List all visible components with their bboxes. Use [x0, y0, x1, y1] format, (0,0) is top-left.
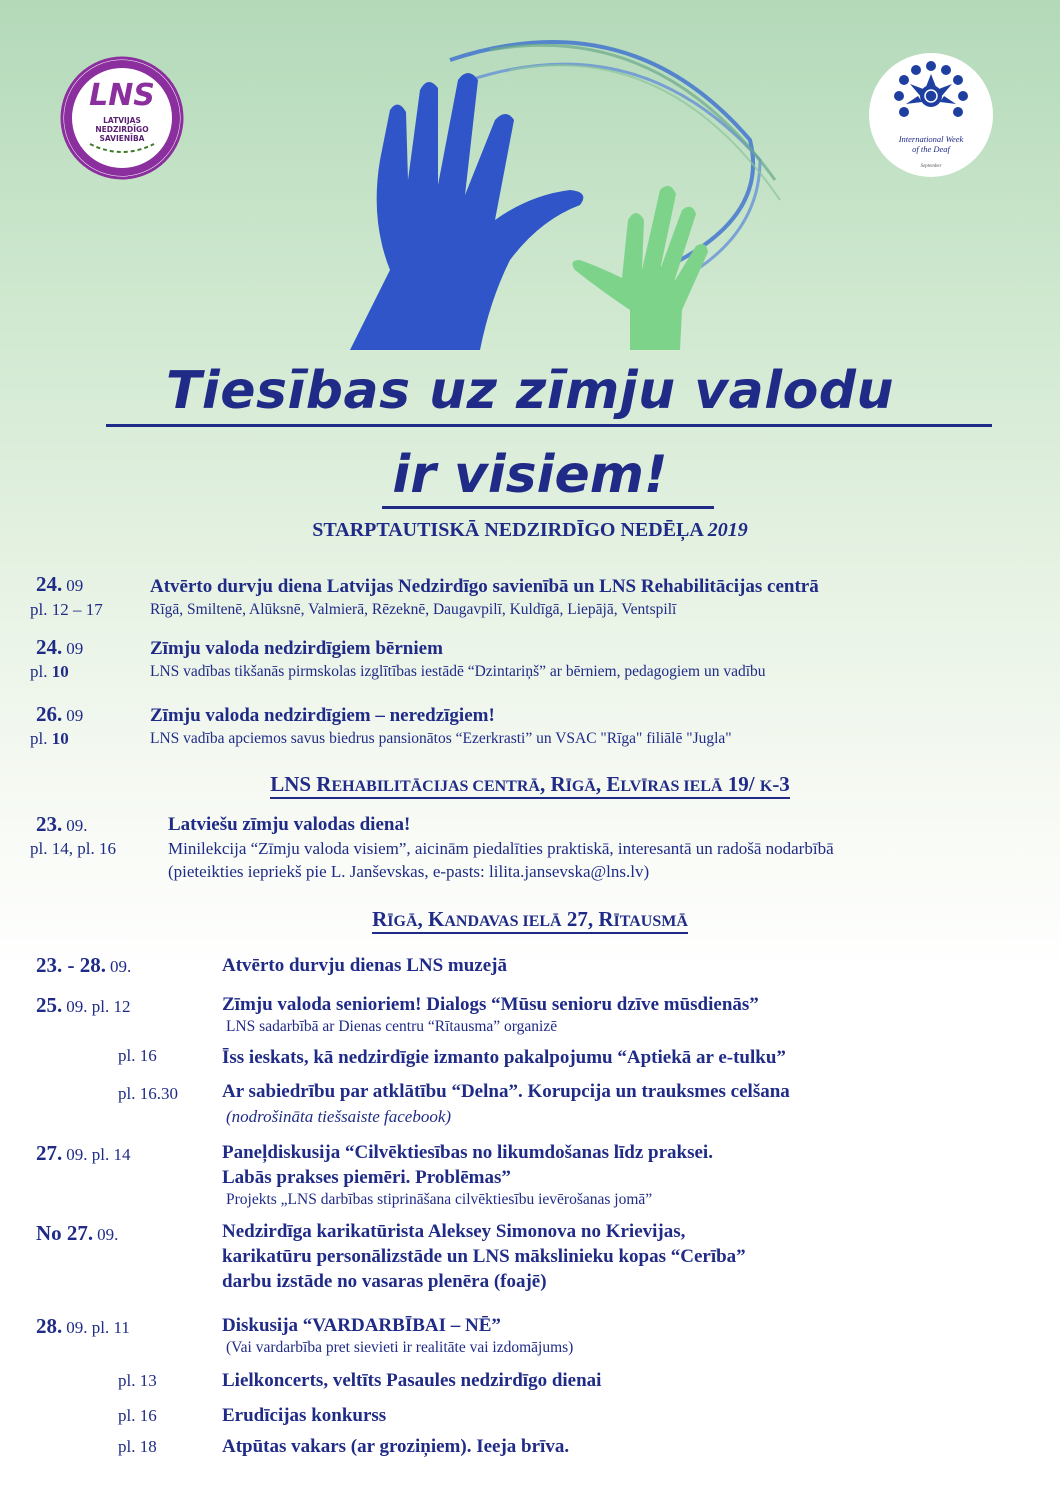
event-day: 25.	[36, 993, 63, 1017]
event-date	[36, 1141, 130, 1166]
event-time	[30, 729, 69, 749]
section-heading-text	[270, 774, 790, 799]
lns-name-line1: LATVIJAS	[103, 116, 141, 125]
heading-part: , K	[417, 907, 445, 931]
event-heading: Diskusija “VARDARBĪBAI – NĒ”	[222, 1315, 501, 1336]
subtitle-year: 2019	[707, 519, 748, 541]
heading-part: , E	[595, 772, 621, 796]
heading-part: R	[372, 907, 388, 931]
event-time: pl. 12 – 17	[30, 600, 103, 619]
event-heading: Erudīcijas konkurss	[222, 1405, 387, 1426]
event-month: 09. pl. 12	[66, 997, 131, 1016]
lns-name	[60, 116, 184, 143]
event-day: 26.	[36, 702, 63, 726]
event-heading-continued: Labās prakses piemēri. Problēmas”	[222, 1167, 511, 1188]
event-month: 09.	[66, 816, 88, 835]
event-day: No 27.	[36, 1221, 94, 1245]
iwd-logo-graphic	[868, 52, 994, 178]
event-date	[36, 702, 83, 727]
event-detail: Projekts „LNS darbības stiprināšana cilvēktiesību ievērošanas jomā”	[226, 1191, 653, 1208]
event-month: 09. pl. 11	[66, 1318, 130, 1337]
event-time: pl. 16	[118, 1046, 157, 1065]
event-time: pl. 16	[118, 1406, 157, 1425]
event-day: 24.	[36, 635, 63, 659]
subtitle-text: STARPTAUTISKĀ NEDZIRDĪGO NEDĒĻA	[312, 519, 708, 541]
event-heading: Paneļdiskusija “Cilvēktiesības no likumdošanas līdz praksei.	[222, 1142, 713, 1163]
lns-logo	[60, 56, 184, 180]
event-heading: Ar sabiedrību par atklātību “Delna”. Korupcija un trauksmes celšana	[222, 1081, 790, 1102]
event-time-hour: 10	[51, 662, 69, 681]
event-month: 09	[66, 576, 84, 595]
heading-part: ANDAVAS IELĀ	[444, 913, 562, 930]
event-heading: Atvērto durvju dienas LNS muzejā	[222, 955, 507, 976]
heading-part: , R	[539, 772, 566, 796]
event-date	[36, 993, 130, 1018]
heading-part: 19/	[722, 772, 760, 796]
heading-part: -3	[772, 772, 790, 796]
lns-name-line2: NEDZIRDĪGO	[95, 125, 149, 134]
event-time: pl. 13	[118, 1371, 157, 1390]
event-date	[36, 953, 131, 978]
event-detail: (pieteikties iepriekš pie L. Janševskas, e-pasts: lilita.jansevska@lns.lv)	[168, 862, 650, 881]
event-detail: LNS sadarbībā ar Dienas centru “Rītausma” organizē	[226, 1018, 558, 1035]
event-heading: Īss ieskats, kā nedzirdīgie izmanto pakalpojumu “Aptiekā ar e-tulku”	[222, 1047, 786, 1068]
event-detail: LNS vadības tikšanās pirmskolas izglītības iestādē “Dzintariņš” ar bērniem, pedagogiem un vadību	[150, 663, 766, 680]
event-heading: Latviešu zīmju valodas diena!	[168, 814, 411, 835]
event-date	[36, 1221, 118, 1246]
heading-part: ĪGĀ	[387, 913, 418, 930]
heading-part: ĪTAUSMĀ	[613, 913, 688, 930]
event-time-hour: 10	[51, 729, 69, 748]
event-month: 09	[66, 639, 84, 658]
iwd-caption	[868, 134, 994, 154]
event-month: 09.	[110, 957, 132, 976]
hands-graphic	[330, 20, 800, 365]
lns-name-line3: SAVIENĪBA	[99, 134, 145, 143]
iwd-line1: International Week	[898, 134, 964, 144]
event-day: 28.	[36, 1314, 63, 1338]
event-detail: (Vai vardarbība pret sievieti ir realitāte vai izdomājums)	[226, 1339, 574, 1356]
heading-part: 27, R	[561, 907, 614, 931]
lns-abbr: LNS	[89, 78, 155, 113]
event-day: 24.	[36, 572, 63, 596]
event-date	[36, 572, 83, 597]
heading-part: ĪGĀ	[565, 778, 596, 795]
event-time-prefix: pl.	[30, 662, 52, 681]
event-date	[36, 812, 88, 837]
event-month: 09. pl. 14	[66, 1145, 131, 1164]
heading-part: LVĪRAS IELĀ	[620, 778, 723, 795]
event-detail: Rīgā, Smiltenē, Alūksnē, Valmierā, Rēzeknē, Daugavpilī, Kuldīgā, Liepājā, Ventspilī	[150, 601, 677, 618]
event-heading: Zīmju valoda nedzirdīgiem bērniem	[150, 638, 443, 659]
poster-subtitle	[0, 519, 1060, 542]
event-day: 23.	[36, 812, 63, 836]
poster-title-line2: ir visiem!	[392, 445, 668, 505]
section-heading-text	[372, 909, 688, 934]
event-date	[36, 635, 83, 660]
heading-part: K	[759, 778, 773, 795]
event-heading: Nedzirdīga karikatūrista Aleksey Simonova no Krievijas,	[222, 1221, 686, 1242]
event-date	[36, 1314, 130, 1339]
event-time: pl. 16.30	[118, 1084, 178, 1103]
event-month: 09.	[97, 1225, 119, 1244]
iwd-line2: of the Deaf	[912, 144, 950, 154]
title-underline-2	[382, 506, 714, 509]
event-time	[30, 662, 69, 682]
poster-title-line1: Tiesības uz zīmju valodu	[165, 361, 895, 421]
event-time: pl. 14, pl. 16	[30, 839, 116, 858]
event-day: 27.	[36, 1141, 63, 1165]
event-heading: Atvērto durvju diena Latvijas Nedzirdīgo savienībā un LNS Rehabilitācijas centrā	[150, 576, 819, 597]
event-detail: LNS vadība apciemos savus biedrus pansionātos “Ezerkrasti” un VSAC "Rīga" filiālē "Jugla"	[150, 730, 732, 747]
event-day: 23. - 28.	[36, 953, 106, 977]
heading-part: LNS R	[270, 772, 332, 796]
event-heading: Zīmju valoda nedzirdīgiem – neredzīgiem!	[150, 705, 495, 726]
event-time: pl. 18	[118, 1437, 157, 1456]
section-heading-rehab-centre	[0, 772, 1060, 797]
event-detail: (nodrošināta tiešsaiste facebook)	[226, 1107, 452, 1126]
hands-illustration	[330, 20, 800, 365]
event-heading-continued: darbu izstāde no vasaras plenēra (foajē)	[222, 1271, 547, 1292]
heading-part: EHABILITĀCIJAS CENTRĀ	[331, 778, 540, 795]
section-heading-kandavas	[0, 907, 1060, 932]
event-time-prefix: pl.	[30, 729, 52, 748]
event-heading: Atpūtas vakars (ar groziņiem). Ieeja brīva.	[222, 1436, 570, 1457]
event-detail: Minilekcija “Zīmju valoda visiem”, aicinām piedalīties praktiskā, interesantā un radošā nodarbībā	[168, 839, 834, 858]
iwd-month: September	[920, 164, 942, 169]
event-heading: Zīmju valoda senioriem! Dialogs “Mūsu senioru dzīve mūsdienās”	[222, 994, 759, 1015]
event-month: 09	[66, 706, 84, 725]
event-heading-continued: karikatūru personālizstāde un LNS mākslinieku kopas “Cerība”	[222, 1246, 746, 1267]
iwd-logo	[868, 52, 994, 178]
event-heading: Lielkoncerts, veltīts Pasaules nedzirdīgo dienai	[222, 1370, 602, 1391]
title-underline-1	[106, 424, 992, 427]
